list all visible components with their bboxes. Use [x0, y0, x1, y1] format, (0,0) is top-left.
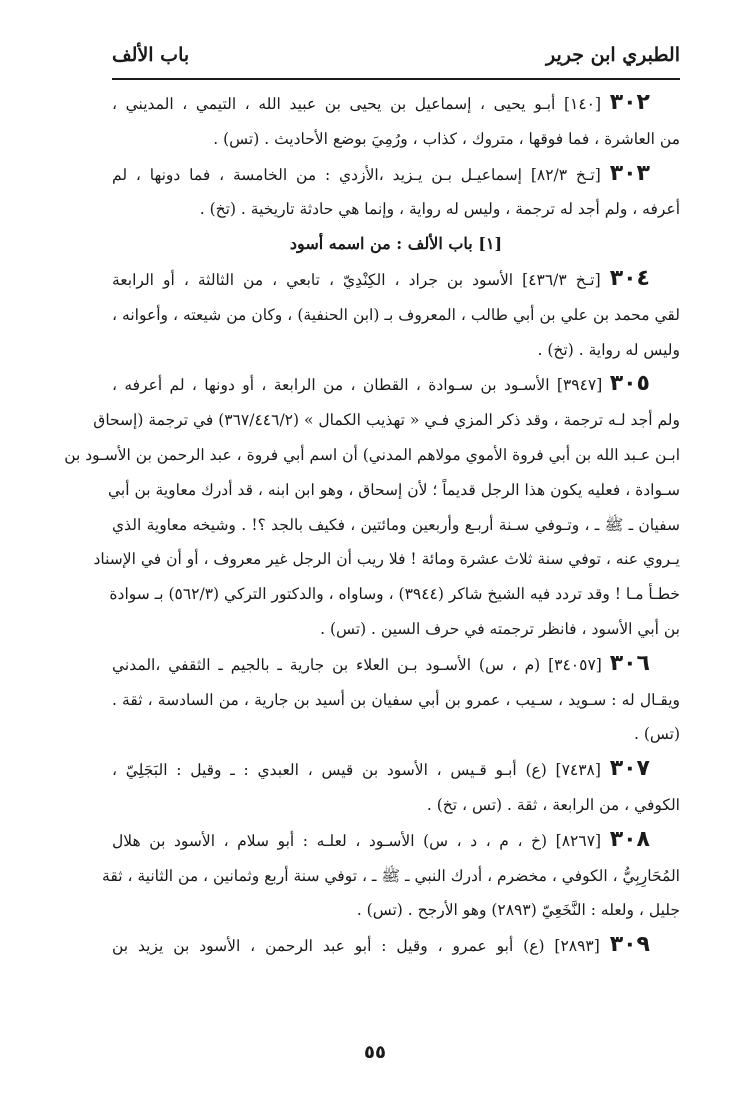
entry-306	[112, 647, 680, 752]
entry-305	[64, 367, 680, 646]
entry-line: سفيان ـ ﷺ ـ ، وتـوفي سـنة أربـع وأربعين ومائتين ، فكيف بالجد ؟! . وشيخه معاوية الذي	[112, 515, 680, 534]
entry-line: لقي محمد بن علي بن أبي طالب ، المعروف بـ (ابن الحنفية) ، وكان من شيعته ، وأعوانه ،	[112, 305, 680, 324]
entry-309	[112, 928, 680, 964]
entry-line: أعرفه ، ولم أجد له ترجمة ، وليس له رواية ، وإنما هي حادثة تاريخية . (تخ) .	[199, 200, 680, 219]
entry-line: [تـخ ٨٢/٣] إسماعيـل بـن يـزيد ،الأزدي : من الخامسة ، فما دونها ، لم	[112, 165, 601, 184]
entry-308	[102, 823, 680, 928]
entry-line: سـوادة ، فعليه يكون هذا الرجل قديماً ؛ لأن إسحاق ، وهو ابن ابنه ، قد أدرك معاوية بن أبي	[108, 480, 680, 499]
entry-line: وليس له رواية . (تخ) .	[537, 340, 680, 359]
entry-line: [٧٤٣٨] (ع) أبـو قـيس ، الأسود بن قيس ، العبدي : ـ وقيل : البَجَلِيّ ،	[112, 761, 601, 780]
entry-line: [٣٩٤٧] الأسـود بن سـوادة ، القطان ، من الرابعة ، أو دونها ، لم أعرفه ،	[112, 376, 603, 395]
entry-line: ابـن عـبد الله بن أبي فروة الأموي مولاهم المدني) أن اسم أبي فروة ، عبد الرحمن بن الأسـود بن	[64, 445, 680, 464]
page-number: ٥٥	[364, 1042, 386, 1063]
entry-line: خطـأ مـا ! وقد تردد فيه الشيخ شاكر (٣٩٤٤) ، وساواه ، والدكتور التركي (٥٦٢/٣) بـ سوادة	[109, 585, 680, 604]
entry-line: (تس) .	[633, 725, 680, 744]
entry-line: ويقـال له : سـويد ، سـيب ، عمرو بن أبي سفيان بن أسيد بن جارية ، من السادسة ، ثقة .	[112, 690, 680, 709]
entry-number: ٣٠٩	[609, 932, 650, 958]
entry-number: ٣٠٧	[609, 756, 650, 782]
entry-line: بن أبي الأسود ، فانظر ترجمته في حرف السين . (تس) .	[320, 619, 680, 638]
entry-line: [٢٨٩٣] (ع) أبو عمرو ، وقيل : أبو عبد الرحمن ، الأسود بن يزيد بن	[112, 937, 600, 956]
entry-number: ٣٠٢	[609, 90, 650, 115]
entry-line: [١٤٠] أبـو يحيى ، إسماعيل بن يحيى بن عبيد الله ، التيمي ، المديني ،	[112, 95, 602, 113]
entry-number: ٣٠٦	[609, 650, 650, 676]
entry-line: يـروي عنه ، توفي سنة ثلاث عشرة ومائة ! فلا ريب أن الرجل غير معروف ، أو أن في الإسناد	[93, 550, 680, 569]
entry-line: [٣٤٠٥٧] (م ، س) الأسـود بـن العلاء بن جارية ـ بالجيم ـ الثقفي ،المدني	[112, 655, 602, 674]
running-header	[112, 38, 680, 80]
entry-line: جليل ، ولعله : النَّخَعِيّ (٢٨٩٣) وهو الأرجح . (تس) .	[356, 901, 680, 920]
entry-line: [تـخ ٤٣٦/٣] الأسود بن جراد ، الكِنْدِيّ ، تابعي ، من الثالثة ، أو الرابعة	[112, 270, 601, 289]
entry-line: من العاشرة ، فما فوقها ، متروك ، كذاب ، ورُمِيَ بوضع الأحاديث . (تس) .	[213, 129, 680, 148]
entry-number: ٣٠٤	[609, 265, 650, 291]
entry-line: ولم أجد لـه ترجمة ، وقد ذكر المزي فـي « تهذيب الكمال » (٣٦٧/٤٤٦/٢) في ترجمة (إسحاق	[93, 411, 680, 430]
page-body	[64, 86, 680, 964]
entry-307	[112, 752, 680, 823]
entry-304	[112, 262, 680, 367]
entry-302	[112, 86, 680, 157]
header-chapter-title: باب الألف	[112, 44, 190, 66]
entry-line: [٨٢٦٧] (خ ، م ، د ، س) الأسـود ، لعلـه : أبو سلام ، الأسود بن هلال	[112, 831, 602, 850]
entry-number: ٣٠٨	[609, 826, 650, 852]
entry-line: المُحَارِبِيُّ ، الكوفي ، مخضرم ، أدرك النبي ـ ﷺ ـ ، توفي سنة أربع وثمانين ، من الثانية ، ثقة	[102, 866, 680, 885]
entry-number: ٣٠٣	[609, 160, 650, 186]
entry-number: ٣٠٥	[609, 371, 650, 397]
entry-303	[112, 157, 680, 228]
entry-line: الكوفي ، من الرابعة ، ثقة . (تس ، تخ) .	[426, 795, 680, 814]
section-title: [١] باب الألف : من اسمه أسود	[289, 234, 503, 254]
header-book-title: الطبري ابن جرير	[545, 44, 680, 66]
